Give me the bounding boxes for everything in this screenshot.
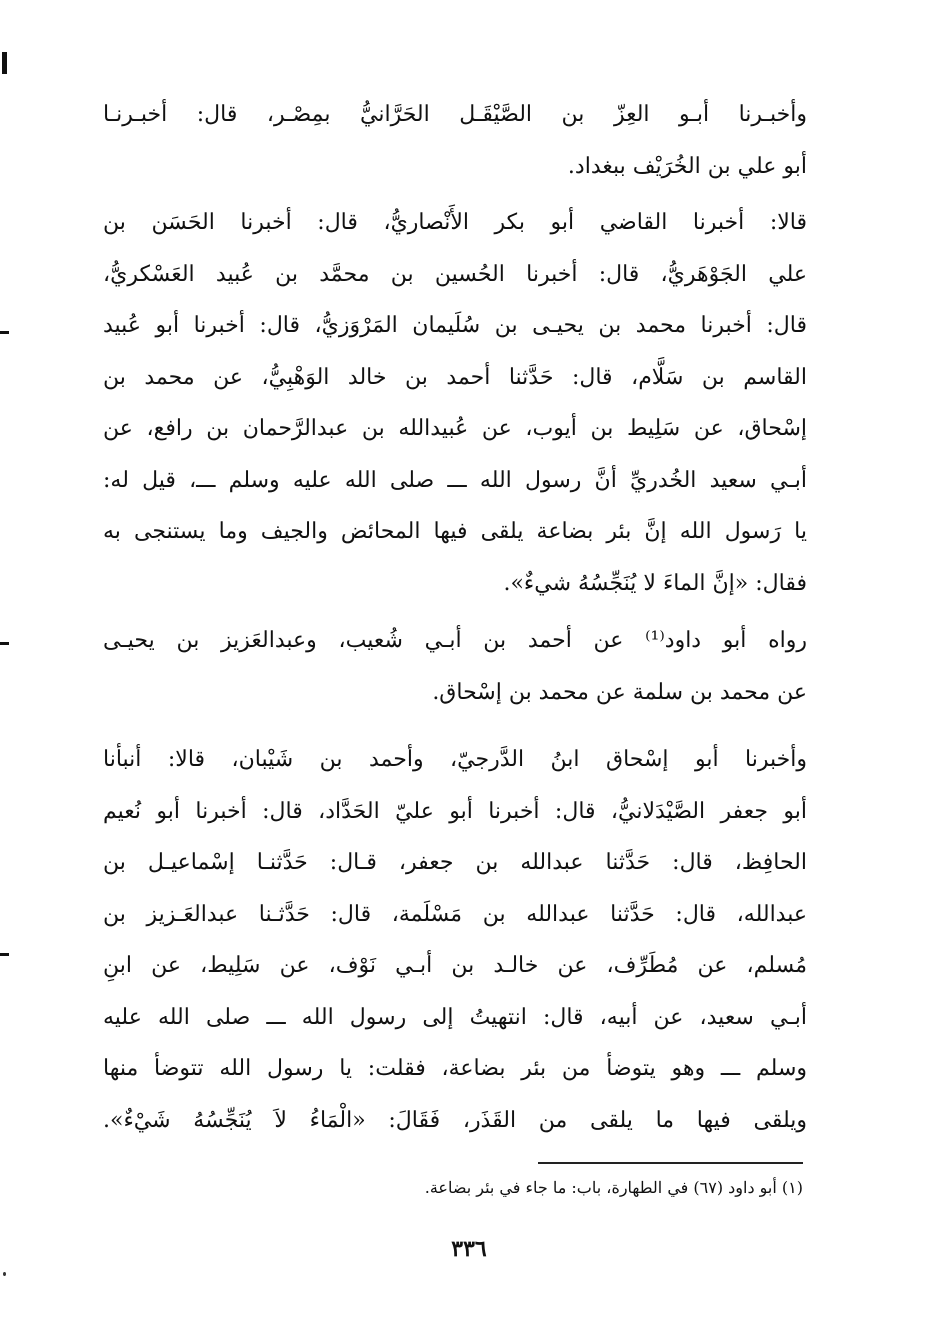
margin-mark [0, 331, 9, 334]
page-number: ٣٣٦ [451, 1236, 487, 1262]
margin-mark [0, 953, 9, 956]
text-line: قال: أخبرنا محمد بن يحيـى بن سُلَيمان المَرْوَزيُّ، قال: أخبرنا أبو عُبيد [103, 313, 807, 338]
text-line: القاسم بن سَلَّام، قال: حَدَّثنا أحمد بن خالد الوَهْبِيُّ، عن محمد بن [103, 364, 807, 390]
text-line: مُسلم، عن مُطَرِّف، عن خالـد بن أبـي نَوْف، عن سَلِيط، عن ابنِ [103, 953, 807, 978]
margin-dot [3, 1272, 6, 1276]
text-line: إسْحاق، عن سَلِيط بن أيوب، عن عُبيدالله بن عبدالرَّحمان بن رافع، عن [103, 416, 807, 441]
text-line: يا رَسول الله إنَّ بئر بضاعة يلقى فيها المحائض والجيف وما يستنجى به [103, 519, 807, 544]
text-line: أبـي سعيد الخُدريِّ أنَّ رسول الله ـــ صلى الله عليه وسلم ـــ، قيل له: [103, 467, 807, 493]
margin-mark [0, 642, 9, 645]
text-line: قالا: أخبرنا القاضي أبو بكر الأَنْصاريُّ، قال: أخبرنا الحَسَن بن [103, 210, 807, 235]
text-line: فقال: «إنَّ الماءَ لا يُنَجِّسُهُ شيءٌ». [503, 570, 807, 596]
footnote-divider [538, 1162, 803, 1164]
text-line: ويلقى فيها ما يلقى من القَذَر، فَقَالَ: «الْمَاءُ لاَ يُنَجِّسُهُ شَيْءٌ». [103, 1107, 807, 1133]
text-line: عبدالله، قال: حَدَّثنا عبدالله بن مَسْلَمة، قال: حَدَّثـنا عبدالعَـزيز بن [103, 901, 807, 927]
footnote: (١) أبو داود (٦٧) في الطهارة، باب: ما جاء في بئر بضاعة. [424, 1178, 803, 1197]
text-line: أبو جعفر الصَّيْدَلانيُّ، قال: أخبرنا أبو عليّ الحَدَّاد، قال: أخبرنا أبو نُعيم [103, 798, 807, 824]
text-line: عن محمد بن سلمة عن محمد بن إسْحاق. [432, 679, 807, 705]
text-line: الحافِظ، قال: حَدَّثنا عبدالله بن جعفر، قـال: حَدَّثنـا إسْماعيـل بن [103, 850, 807, 875]
text-line: وأخبـرنا أبـو العِزّ بن الصَّيْقَـل الحَرَّانيُّ بمِصْـر، قال: أخبـرنـا [103, 102, 807, 127]
text-line: أبـي سعيد، عن أبيه، قال: انتهيتُ إلى رسول الله ـــ صلى الله عليه [103, 1004, 807, 1030]
text-line: أبو علي بن الخُرَيْف ببغداد. [567, 153, 807, 179]
margin-mark [2, 52, 7, 74]
text-line: وأخبرنا أبو إسْحاق ابنُ الدَّرجيّ، وأحمد بن شَيْبان، قالا: أنبأنا [103, 747, 807, 772]
text-line: علي الجَوْهَريُّ، قال: أخبرنا الحُسين بن محمَّد بن عُبيد العَسْكريُّ، [103, 261, 807, 287]
text-line: رواه أبو داود⁽¹⁾ عن أحمد بن أبـي شُعيب، وعبدالعَزيز بن يحيـى [103, 628, 808, 653]
paragraph-4 [103, 734, 807, 1146]
paragraph-2 [103, 197, 807, 609]
text-line: وسلم ـــ وهو يتوضأ من بئر بضاعة، فقلت: يا رسول الله تتوضأ منها [103, 1056, 807, 1081]
paragraph-3 [103, 615, 807, 718]
paragraph-1 [103, 89, 807, 192]
